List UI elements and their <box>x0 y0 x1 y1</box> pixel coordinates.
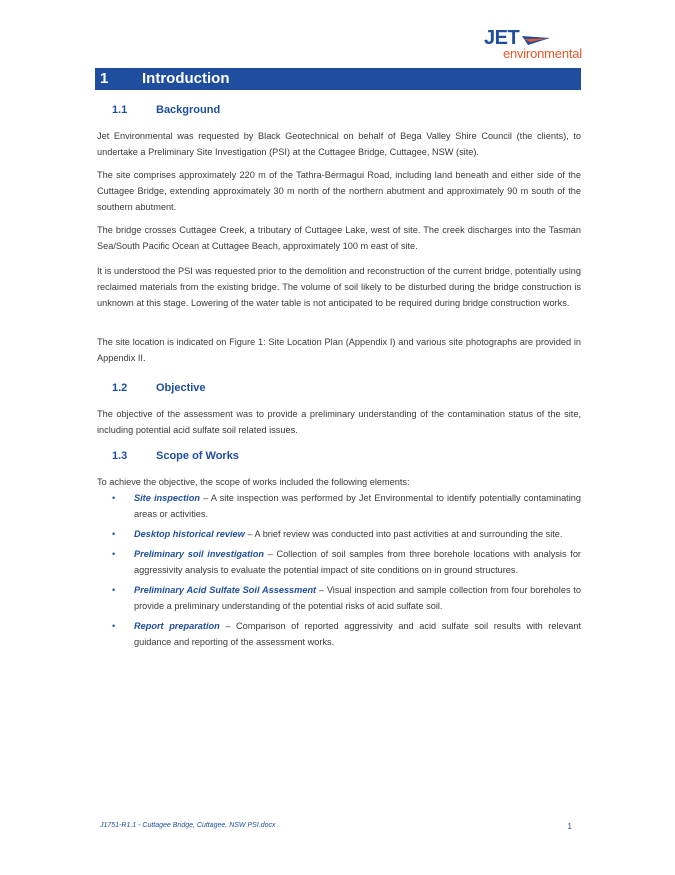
paper-plane-icon <box>522 34 550 46</box>
heading-1-title: Introduction <box>142 70 230 87</box>
list-item <box>97 618 581 650</box>
list-item <box>97 546 581 578</box>
page-number: 1 <box>567 822 572 831</box>
bullet-icon: • <box>112 529 116 539</box>
bullet-text: – A brief review was conducted into past activities at and surrounding the site. <box>244 529 563 539</box>
list-item <box>97 490 581 522</box>
heading-1 <box>95 68 581 90</box>
bullet-icon: • <box>112 493 116 503</box>
bullet-term: Desktop historical review <box>134 529 245 539</box>
section-title: Background <box>156 104 221 116</box>
section-number: 1.3 <box>112 450 128 462</box>
section-title: Scope of Works <box>156 450 239 462</box>
bullet-term: Report preparation <box>134 621 220 631</box>
heading-objective <box>112 382 206 394</box>
company-logo <box>478 28 582 64</box>
list-item <box>97 582 581 614</box>
paragraph: The site location is indicated on Figure 1: Site Location Plan (Appendix I) and various site photographs are provided in Appendix II. <box>97 337 581 363</box>
heading-1-number: 1 <box>100 70 109 87</box>
bullet-term: Preliminary Acid Sulfate Soil Assessment <box>134 585 317 595</box>
logo-jet-text: JET <box>484 27 520 49</box>
paragraph: Jet Environmental was requested by Black Geotechnical on behalf of Bega Valley Shire Council (the clients), to undertake a Preliminary Site Investigation (PSI) at the Cuttagee Bridge, Cuttagee, NSW (site). <box>97 131 581 157</box>
bullet-text: – Collection of soil samples from three borehole locations with analysis for aggressivity analysis to evaluate the potential impact of site conditions on in ground structures. <box>134 549 581 575</box>
logo-environmental-text: environmental <box>502 46 582 61</box>
bullet-text: – Comparison of reported aggressivity and acid sulfate soil results with relevant guidance and reporting of the assessment works. <box>134 621 581 647</box>
paragraph: To achieve the objective, the scope of works included the following elements: <box>97 477 410 487</box>
section-number: 1.1 <box>112 104 128 116</box>
heading-background <box>112 104 220 116</box>
page-footer <box>100 822 572 829</box>
bullet-term: Preliminary soil investigation <box>134 549 264 559</box>
paragraph: The bridge crosses Cuttagee Creek, a tributary of Cuttagee Lake, west of site. The creek discharges into the Tasman Sea/South Pacific Ocean at Cuttagee Beach, approximately 100 m east of site. <box>97 225 581 251</box>
section-number: 1.2 <box>112 382 128 394</box>
paragraph: The objective of the assessment was to provide a preliminary understanding of the contamination status of the site, including potential acid sulfate soil related issues. <box>97 409 581 435</box>
bullet-icon: • <box>112 585 116 595</box>
bullet-text: – A site inspection was performed by Jet Environmental to identify potentially contaminating areas or activities. <box>134 493 581 519</box>
footer-filename: J1751-R1.1 - Cuttagee Bridge, Cuttagee, NSW PSI.docx <box>100 822 276 829</box>
section-title: Objective <box>156 382 206 394</box>
bullet-icon: • <box>112 621 116 631</box>
scope-bullet-list <box>97 490 581 654</box>
paragraph: The site comprises approximately 220 m of the Tathra-Bermagui Road, including land beneath and either side of the Cuttagee Bridge, extending approximately 30 m north of the northern abutment and approximately 90 m south of the southern abutment. <box>97 170 581 212</box>
heading-scope-of-works <box>112 450 239 462</box>
paragraph: It is understood the PSI was requested prior to the demolition and reconstruction of the current bridge, potentially using reclaimed materials from the existing bridge. The volume of soil likely to be disturbed during the bridge construction is unknown at this stage. Lowering of the water table is not anticipated to be required during bridge construction works. <box>97 266 581 308</box>
bullet-term: Site inspection <box>134 493 200 503</box>
list-item <box>97 526 581 542</box>
bullet-icon: • <box>112 549 116 559</box>
bullet-text: – Visual inspection and sample collection from four boreholes to provide a preliminary understanding of the potential risks of acid sulfate soil. <box>134 585 582 611</box>
